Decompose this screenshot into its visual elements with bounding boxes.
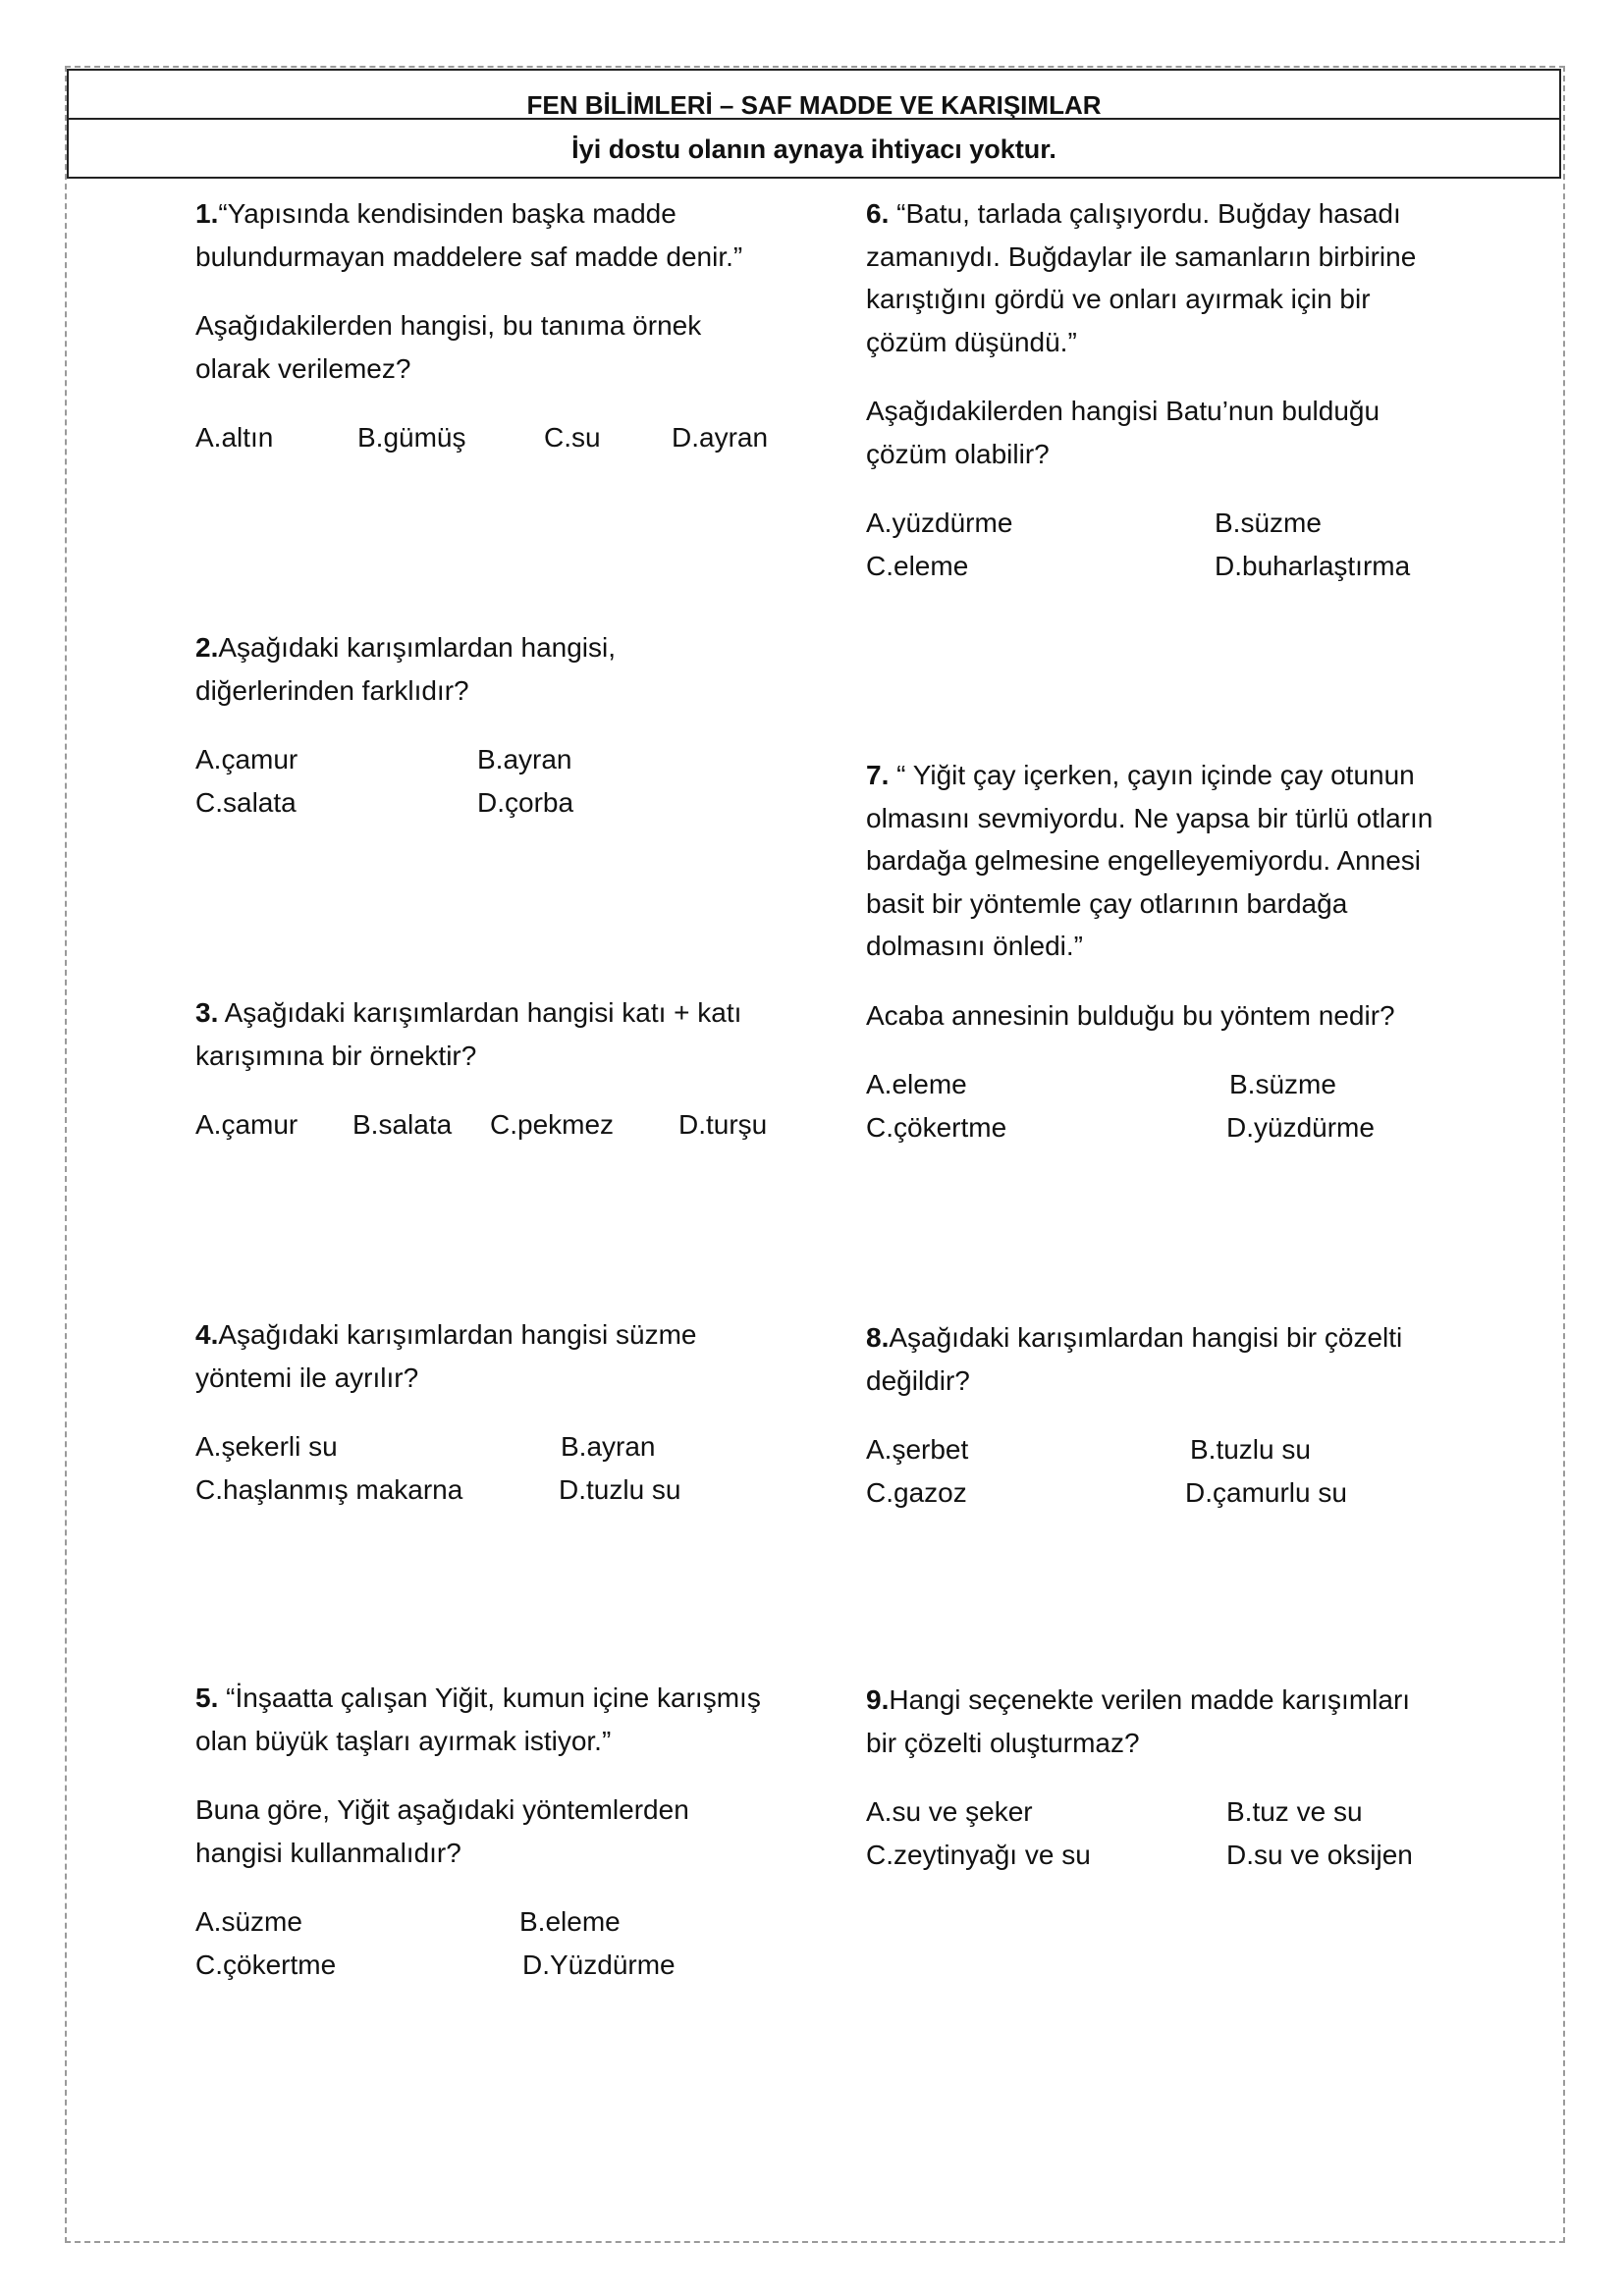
question-2 bbox=[195, 626, 804, 824]
option-c[interactable]: C.çökertme bbox=[195, 1949, 337, 1980]
question-6 bbox=[866, 192, 1494, 587]
option-a[interactable]: A.şekerli su bbox=[195, 1431, 338, 1462]
worksheet-motto: İyi dostu olanın aynaya ihtiyacı yoktur. bbox=[67, 118, 1561, 179]
option-b[interactable]: B.süzme bbox=[1215, 507, 1322, 538]
option-b[interactable]: B.salata bbox=[352, 1109, 453, 1140]
question-text: “ Yiğit çay içerken, çayın içinde çay otunun bbox=[889, 760, 1415, 790]
question-number: 7. bbox=[866, 760, 890, 790]
option-d[interactable]: D.buharlaştırma bbox=[1215, 550, 1411, 581]
option-c[interactable]: C.su bbox=[544, 422, 601, 453]
option-b[interactable]: B.tuzlu su bbox=[1190, 1434, 1311, 1465]
option-b[interactable]: B.ayran bbox=[561, 1431, 656, 1462]
option-d[interactable]: D.yüzdürme bbox=[1226, 1111, 1375, 1143]
question-text: basit bir yöntemle çay otlarının bardağa bbox=[866, 887, 1348, 919]
question-number: 6. bbox=[866, 198, 890, 229]
option-c[interactable]: C.haşlanmış makarna bbox=[195, 1473, 463, 1505]
question-text: bardağa gelmesine engelleyemiyordu. Annesi bbox=[866, 845, 1422, 876]
question-9 bbox=[866, 1679, 1494, 1876]
option-d[interactable]: D.çorba bbox=[477, 786, 574, 818]
option-a[interactable]: A.şerbet bbox=[866, 1434, 969, 1465]
question-5 bbox=[195, 1677, 804, 1986]
option-c[interactable]: C.eleme bbox=[866, 550, 969, 581]
question-1 bbox=[195, 192, 804, 459]
option-c[interactable]: C.gazoz bbox=[866, 1476, 967, 1508]
question-number: 8. bbox=[866, 1322, 890, 1353]
option-a[interactable]: A.süzme bbox=[195, 1906, 302, 1937]
option-d[interactable]: D.Yüzdürme bbox=[522, 1949, 676, 1980]
option-a[interactable]: A.çamur bbox=[195, 1109, 298, 1140]
question-number: 4. bbox=[195, 1319, 219, 1350]
question-text: Hangi seçenekte verilen madde karışımları bbox=[889, 1684, 1411, 1715]
option-d[interactable]: D.tuzlu su bbox=[559, 1473, 681, 1505]
option-b[interactable]: B.eleme bbox=[519, 1906, 621, 1937]
question-number: 2. bbox=[195, 632, 219, 663]
option-b[interactable]: B.gümüş bbox=[357, 422, 466, 453]
option-b[interactable]: B.ayran bbox=[477, 744, 572, 774]
question-prompt: çözüm olabilir? bbox=[866, 438, 1050, 469]
question-text: Aşağıdaki karışımlardan hangisi, bbox=[218, 632, 617, 663]
question-prompt: hangisi kullanmalıdır? bbox=[195, 1837, 461, 1868]
question-text: karıştığını gördü ve onları ayırmak için bir bbox=[866, 284, 1371, 314]
question-text: Aşağıdaki karışımlardan hangisi katı + katı bbox=[218, 997, 742, 1028]
question-text: Aşağıdaki karışımlardan hangisi süzme bbox=[218, 1319, 697, 1350]
question-text: “İnşaatta çalışan Yiğit, kumun içine karışmış bbox=[218, 1682, 761, 1713]
question-text: olmasını sevmiyordu. Ne yapsa bir türlü otların bbox=[866, 802, 1434, 833]
option-a[interactable]: A.altın bbox=[195, 422, 274, 453]
option-c[interactable]: C.pekmez bbox=[490, 1109, 615, 1140]
option-d[interactable]: D.turşu bbox=[678, 1109, 768, 1140]
question-text: değildir? bbox=[866, 1364, 970, 1396]
question-text: bir çözelti oluşturmaz? bbox=[866, 1727, 1140, 1758]
option-c[interactable]: C.salata bbox=[195, 786, 297, 818]
question-text: dolmasını önledi.” bbox=[866, 931, 1084, 961]
option-a[interactable]: A.yüzdürme bbox=[866, 507, 1013, 538]
question-text: karışımına bir örnektir? bbox=[195, 1040, 477, 1071]
question-7 bbox=[866, 754, 1494, 1148]
question-text: zamanıydı. Buğdaylar ile samanların birbirine bbox=[866, 240, 1417, 272]
option-c[interactable]: C.zeytinyağı ve su bbox=[866, 1839, 1091, 1870]
question-prompt: Aşağıdakilerden hangisi, bu tanıma örnek bbox=[195, 310, 702, 341]
option-b[interactable]: B.süzme bbox=[1229, 1069, 1336, 1099]
option-d[interactable]: D.su ve oksijen bbox=[1226, 1839, 1413, 1870]
question-number: 5. bbox=[195, 1682, 219, 1713]
question-text: diğerlerinden farklıdır? bbox=[195, 674, 469, 706]
question-text: bulundurmayan maddelere saf madde denir.” bbox=[195, 240, 743, 272]
question-prompt: Buna göre, Yiğit aşağıdaki yöntemlerden bbox=[195, 1794, 689, 1825]
question-8 bbox=[866, 1316, 1494, 1514]
question-text: “Yapısında kendisinden başka madde bbox=[218, 198, 677, 229]
question-text: çözüm düşündü.” bbox=[866, 326, 1077, 357]
question-number: 1. bbox=[195, 198, 219, 229]
question-number: 3. bbox=[195, 997, 219, 1028]
question-text: “Batu, tarlada çalışıyordu. Buğday hasadı bbox=[889, 198, 1401, 229]
question-text: yöntemi ile ayrılır? bbox=[195, 1362, 419, 1393]
option-a[interactable]: A.çamur bbox=[195, 744, 298, 774]
option-a[interactable]: A.eleme bbox=[866, 1069, 967, 1099]
question-text: Aşağıdaki karışımlardan hangisi bir çözelti bbox=[889, 1322, 1403, 1353]
question-4 bbox=[195, 1313, 804, 1511]
question-3 bbox=[195, 991, 804, 1147]
option-a[interactable]: A.su ve şeker bbox=[866, 1796, 1033, 1827]
question-prompt: olarak verilemez? bbox=[195, 352, 411, 384]
question-prompt: Aşağıdakilerden hangisi Batu’nun bulduğu bbox=[866, 396, 1380, 426]
option-d[interactable]: D.ayran bbox=[672, 422, 769, 453]
question-prompt: Acaba annesinin bulduğu bu yöntem nedir? bbox=[866, 999, 1395, 1031]
question-text: olan büyük taşları ayırmak istiyor.” bbox=[195, 1725, 612, 1756]
option-d[interactable]: D.çamurlu su bbox=[1185, 1476, 1347, 1508]
option-c[interactable]: C.çökertme bbox=[866, 1111, 1007, 1143]
question-number: 9. bbox=[866, 1684, 890, 1715]
worksheet-title: FEN BİLİMLERİ – SAF MADDE VE KARIŞIMLAR bbox=[67, 69, 1561, 120]
option-b[interactable]: B.tuz ve su bbox=[1226, 1796, 1363, 1827]
